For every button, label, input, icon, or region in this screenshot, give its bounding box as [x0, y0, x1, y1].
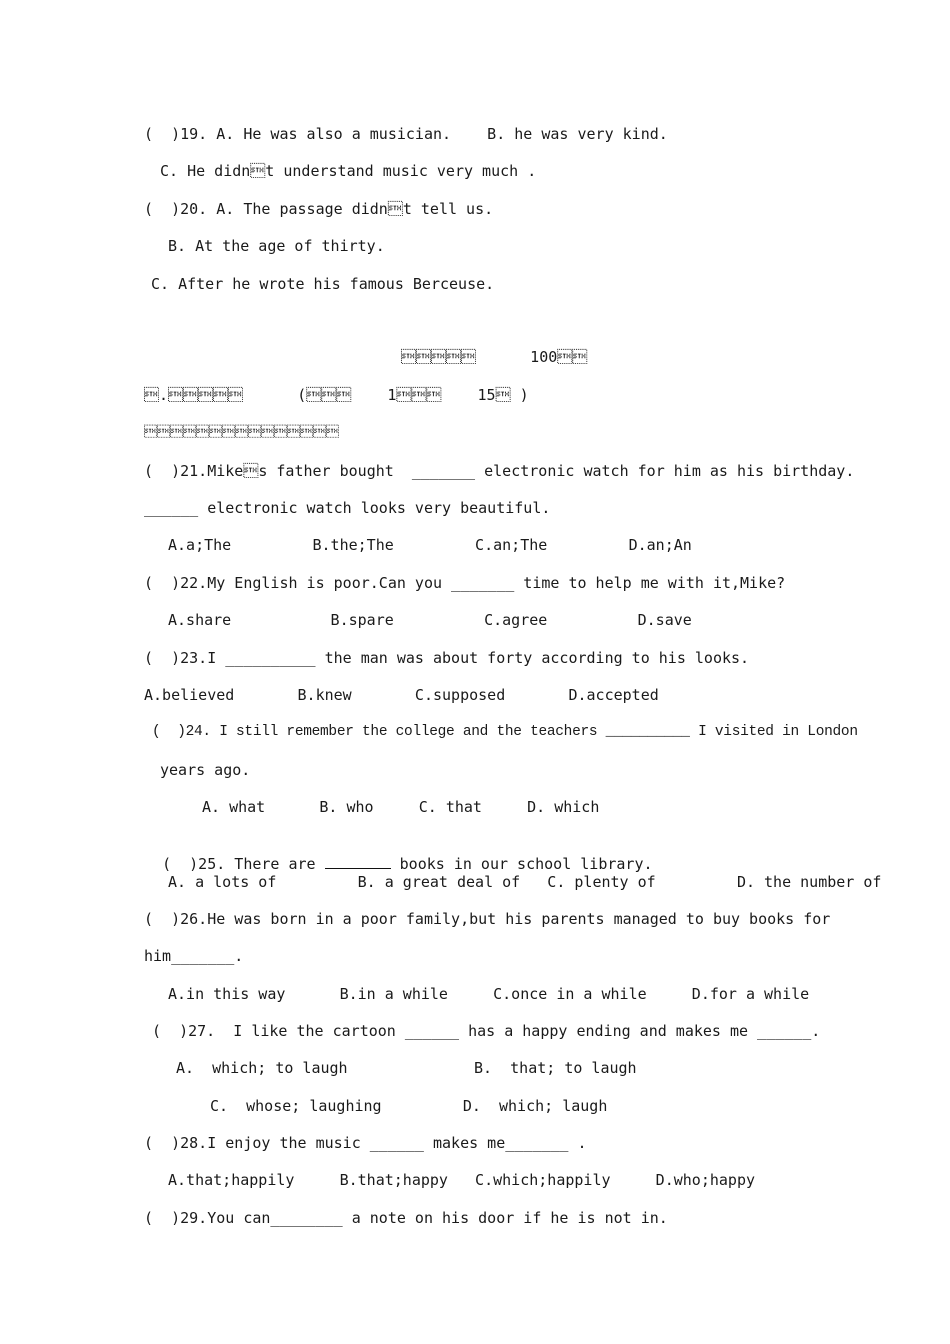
- q28-stem: ( )28.I enjoy the music ______ makes me_______ .: [144, 1134, 587, 1152]
- q27-stem: ( )27. I like the cartoon ______ has a happy ending and makes me ______.: [152, 1022, 821, 1040]
- q23-options: A.believed B.knew C.supposed D.accepted: [144, 686, 659, 704]
- q21-stem-cont: ______ electronic watch looks very beautiful.: [144, 499, 551, 517]
- q25-stem-start: ( )25. There are: [162, 855, 325, 873]
- q23-stem: ( )23.I __________ the man was about forty according to his looks.: [144, 649, 750, 667]
- q27-options-cd: C. whose; laughing D. which; laugh: [210, 1097, 608, 1115]
- section-heading: . ( 1 15 ): [144, 386, 529, 404]
- q19-options-ab: ( )19. A. He was also a musician. B. he was very kind.: [144, 125, 668, 143]
- q22-options: A.share B.spare C.agree D.save: [168, 611, 692, 629]
- q21-stem: ( )21.Mikes father bought _______ electronic watch for him as his birthday.: [144, 462, 855, 480]
- q24-stem-cont: years ago.: [160, 761, 251, 779]
- q21-options: A.a;The B.the;The C.an;The D.an;An: [168, 536, 692, 554]
- q22-stem: ( )22.My English is poor.Can you _______ time to help me with it,Mike?: [144, 574, 786, 592]
- q19-option-c: C. He didnt understand music very much .: [160, 162, 537, 180]
- q27-options-ab: A. which; to laugh B. that; to laugh: [176, 1059, 637, 1077]
- q26-stem-cont: him_______.: [144, 947, 244, 965]
- q26-stem: ( )26.He was born in a poor family,but his parents managed to buy books for: [144, 910, 831, 928]
- q20-option-b: B. At the age of thirty.: [168, 237, 385, 255]
- q24-stem: ( )24. I still remember the college and the teachers __________ I visited in London: [152, 724, 858, 740]
- q25-blank: [325, 856, 391, 869]
- section-instruction: : [144, 425, 339, 440]
- q25-options: A. a lots of B. a great deal of C. plenty of D. the number of: [168, 873, 882, 891]
- q25-stem: [144, 834, 653, 873]
- part-heading:  100: [401, 348, 588, 366]
- q29-stem: ( )29.You can________ a note on his door if he is not in.: [144, 1209, 668, 1227]
- q20-option-c: C. After he wrote his famous Berceuse.: [151, 275, 495, 293]
- q25-stem-end: books in our school library.: [390, 855, 653, 873]
- q24-options: A. what B. who C. that D. which: [202, 798, 600, 816]
- q28-options: A.that;happily B.that;happy C.which;happily D.who;happy: [168, 1171, 755, 1189]
- q20-option-a: ( )20. A. The passage didnt tell us.: [144, 200, 494, 218]
- q26-options: A.in this way B.in a while C.once in a while D.for a while: [168, 985, 810, 1003]
